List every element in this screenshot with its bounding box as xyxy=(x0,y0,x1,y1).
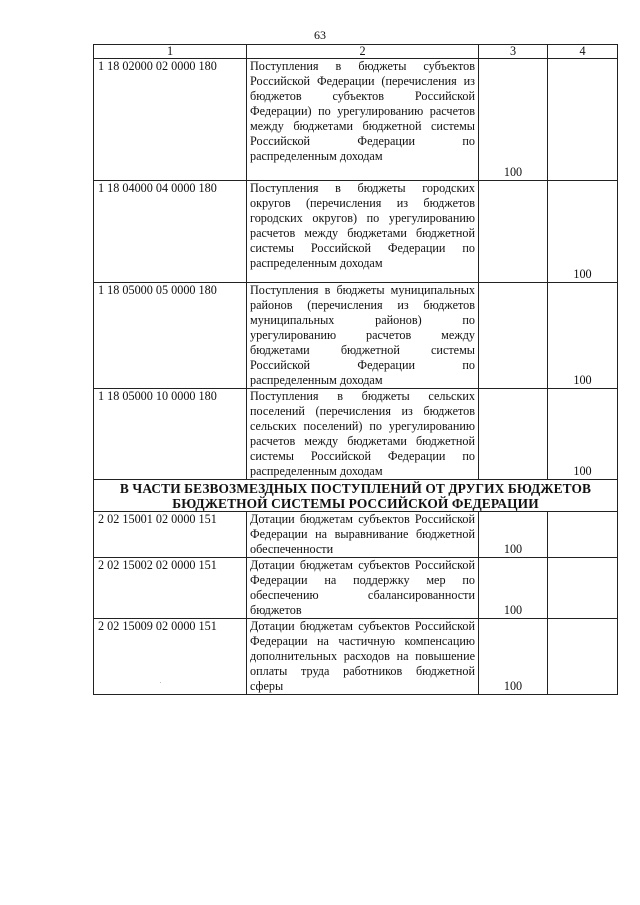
row-value-col3: 100 xyxy=(479,59,548,181)
row-value-col3 xyxy=(479,283,548,389)
header-col-3: 3 xyxy=(479,45,548,59)
table-row xyxy=(94,181,618,283)
header-col-4: 4 xyxy=(548,45,618,59)
header-row xyxy=(94,45,618,59)
row-value-col4 xyxy=(548,558,618,619)
row-value-col3 xyxy=(479,181,548,283)
row-code: 2 02 15001 02 0000 151 xyxy=(94,512,247,558)
section-heading: В ЧАСТИ БЕЗВОЗМЕЗДНЫХ ПОСТУПЛЕНИЙ ОТ ДРУГИХ БЮДЖЕТОВ БЮДЖЕТНОЙ СИСТЕМЫ РОССИЙСКОЙ ФЕДЕРАЦИИ xyxy=(94,480,618,512)
row-description: Поступления в бюджеты городских округов (перечисления из бюджетов городских округов) по урегулированию расчетов между бюджетами бюджетной системы Российской Федерации по распределенным доходам xyxy=(247,181,479,283)
header-col-1: 1 xyxy=(94,45,247,59)
scan-speck xyxy=(160,682,161,683)
row-value-col3: 100 xyxy=(479,558,548,619)
budget-classification-table xyxy=(93,44,618,695)
table-row xyxy=(94,512,618,558)
row-code: 2 02 15009 02 0000 151 xyxy=(94,619,247,695)
row-description: Дотации бюджетам субъектов Российской Федерации на выравнивание бюджетной обеспеченности xyxy=(247,512,479,558)
row-description: Поступления в бюджеты сельских поселений (перечисления из бюджетов сельских поселений) по урегулированию расчетов между бюджетами бюджетной системы Российской Федерации по распределенным доходам xyxy=(247,389,479,480)
table-row xyxy=(94,283,618,389)
row-code: 1 18 05000 10 0000 180 xyxy=(94,389,247,480)
table-row xyxy=(94,59,618,181)
row-code: 1 18 04000 04 0000 180 xyxy=(94,181,247,283)
row-description: Поступления в бюджеты субъектов Российской Федерации (перечисления из бюджетов субъектов Российской Федерации) по урегулированию расчетов между бюджетами бюджетной системы Российской Федерации по распределенным доходам xyxy=(247,59,479,181)
row-code: 1 18 02000 02 0000 180 xyxy=(94,59,247,181)
header-col-2: 2 xyxy=(247,45,479,59)
section-heading-row xyxy=(94,480,618,512)
table-row xyxy=(94,619,618,695)
row-value-col4: 100 xyxy=(548,283,618,389)
row-description: Дотации бюджетам субъектов Российской Федерации на поддержку мер по обеспечению сбалансированности бюджетов xyxy=(247,558,479,619)
row-description: Дотации бюджетам субъектов Российской Федерации на частичную компенсацию дополнительных расходов на повышение оплаты труда работников бюджетной сферы xyxy=(247,619,479,695)
row-value-col3 xyxy=(479,389,548,480)
row-value-col3: 100 xyxy=(479,512,548,558)
row-value-col4: 100 xyxy=(548,181,618,283)
row-value-col4: 100 xyxy=(548,389,618,480)
table-row xyxy=(94,389,618,480)
row-value-col4 xyxy=(548,619,618,695)
table-row xyxy=(94,558,618,619)
row-value-col3: 100 xyxy=(479,619,548,695)
row-value-col4 xyxy=(548,512,618,558)
page-number: 63 xyxy=(314,28,326,42)
row-value-col4 xyxy=(548,59,618,181)
row-code: 2 02 15002 02 0000 151 xyxy=(94,558,247,619)
row-code: 1 18 05000 05 0000 180 xyxy=(94,283,247,389)
row-description: Поступления в бюджеты муниципальных районов (перечисления из бюджетов муниципальных районов) по урегулированию расчетов между бюджетами бюджетной системы Российской Федерации по распределенным доходам xyxy=(247,283,479,389)
